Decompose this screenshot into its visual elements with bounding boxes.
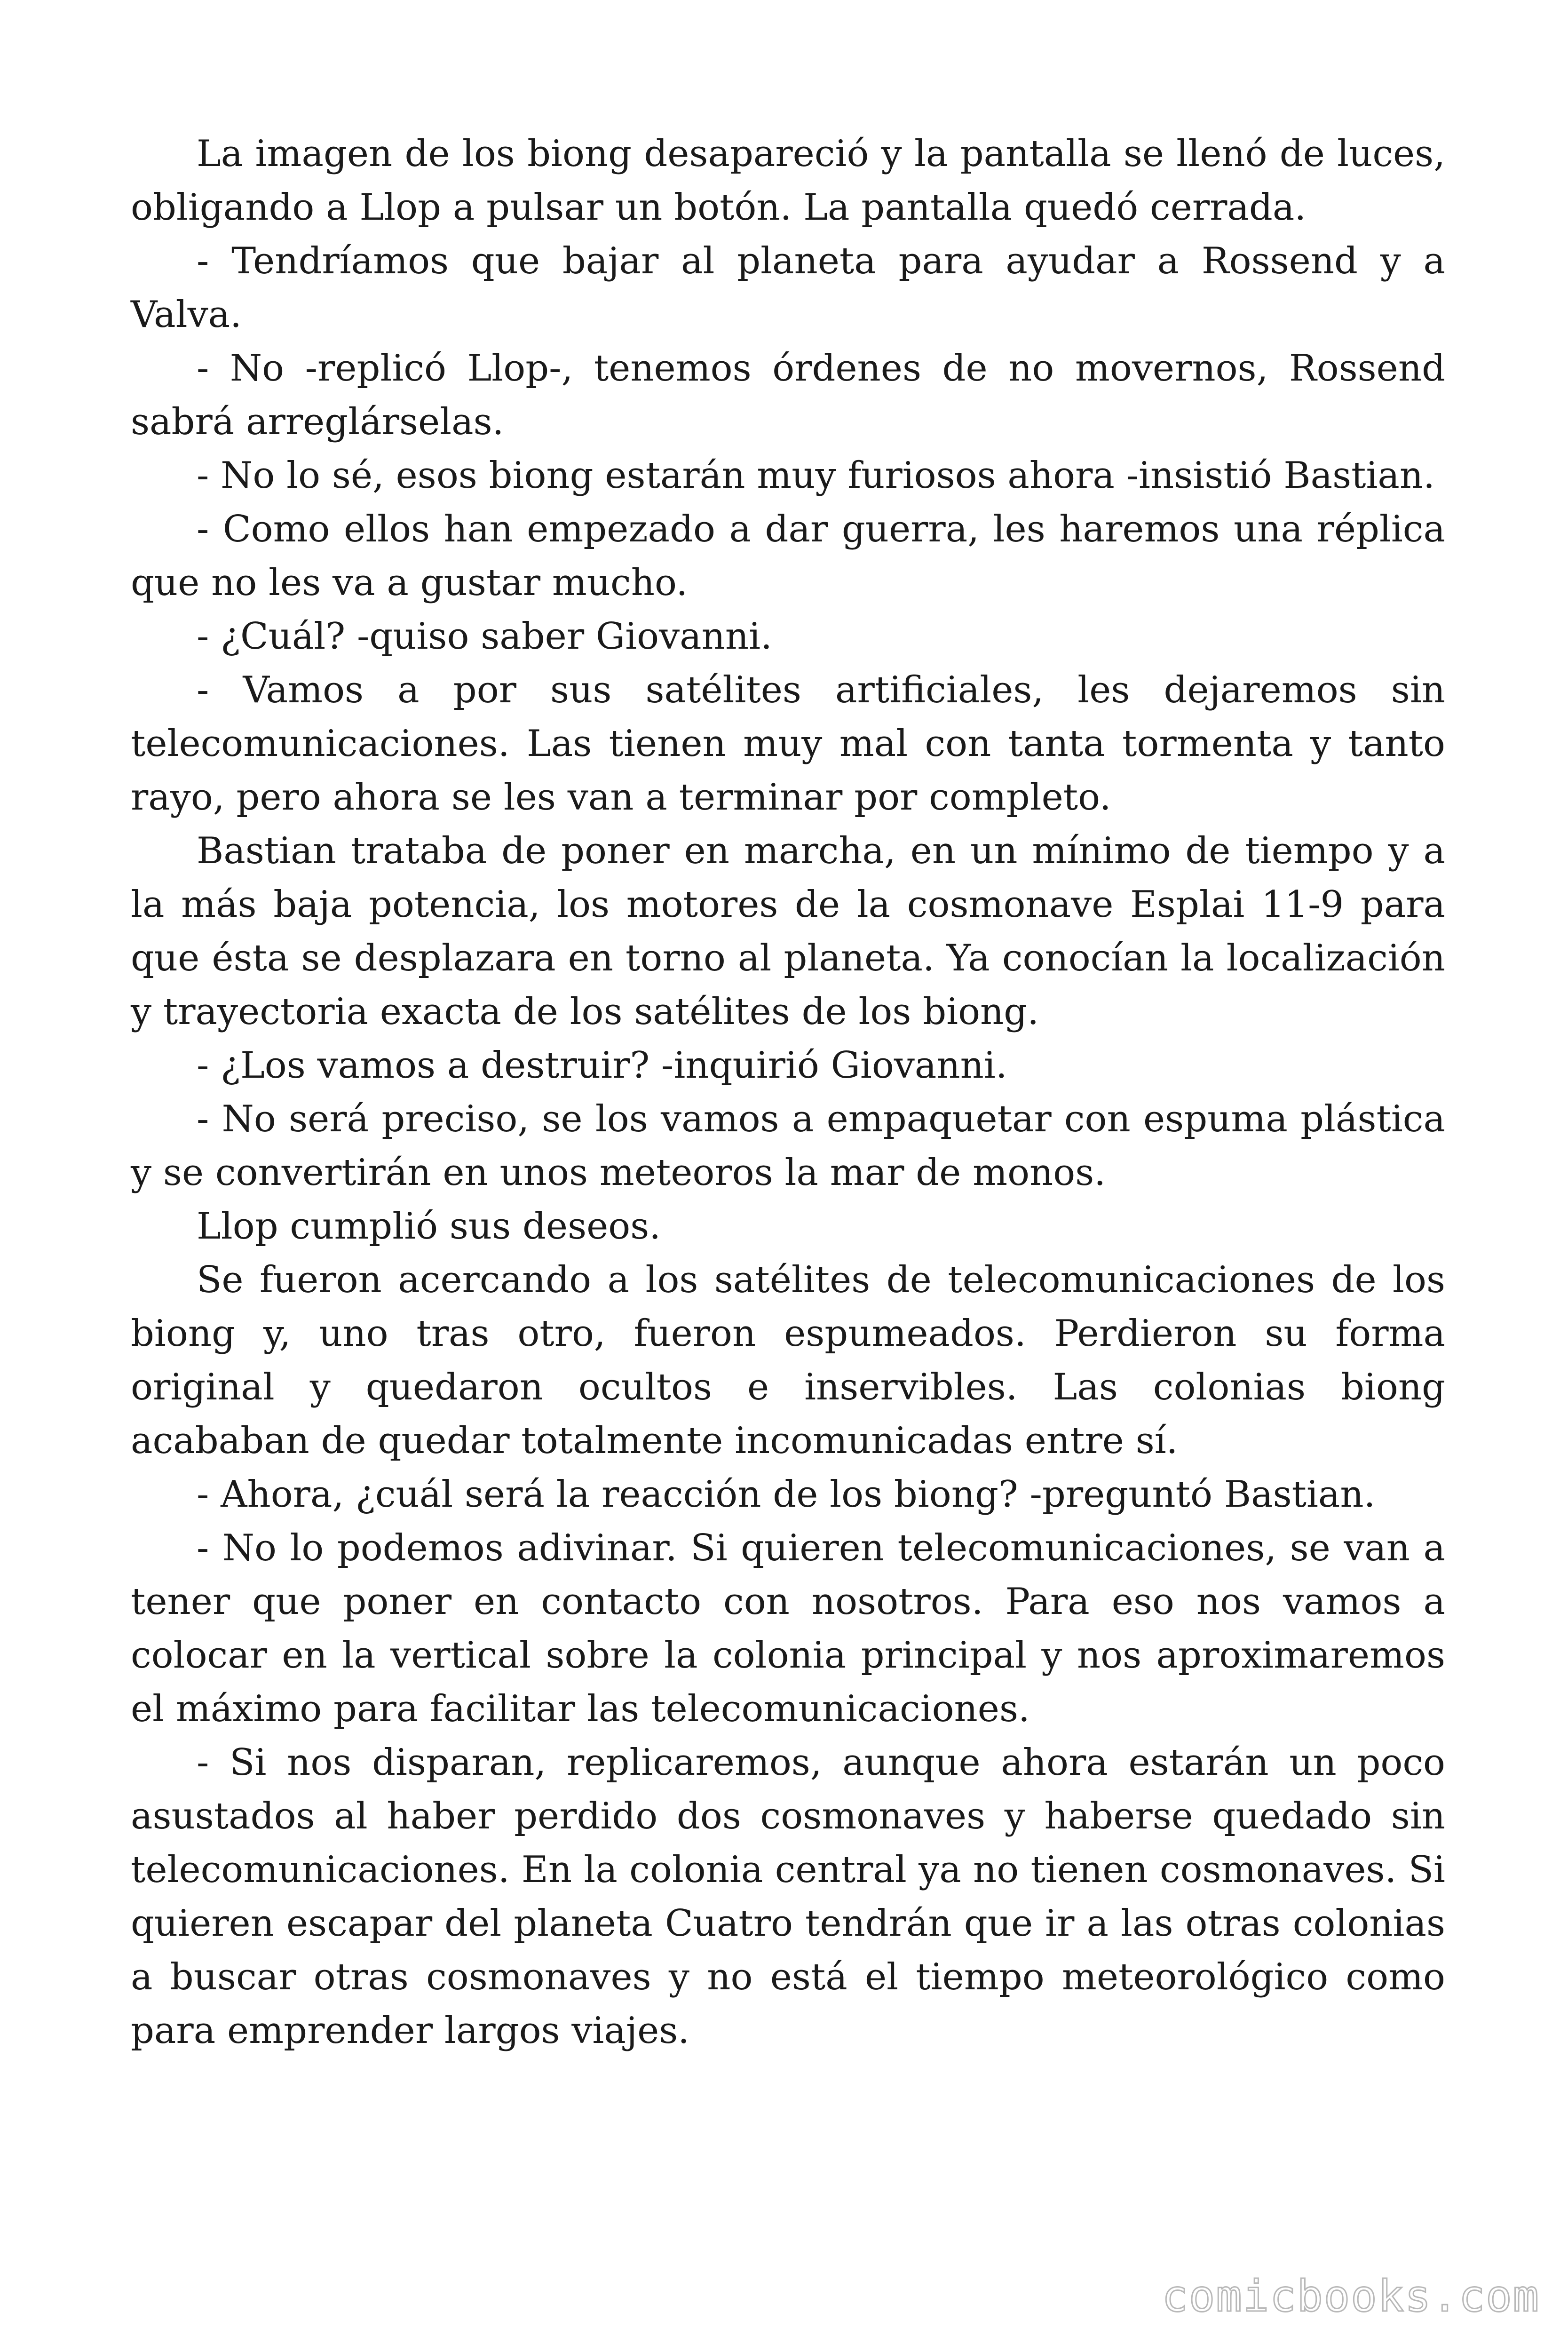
paragraph: - No lo podemos adivinar. Si quieren telecomunicaciones, se van a tener que poner en contacto con nosotros. Para eso nos vamos a colocar en la vertical sobre la colonia principal y nos aproximaremos el máximo para facilitar las telecomunicaciones. [131, 1527, 1445, 1730]
paragraph: - Tendríamos que bajar al planeta para ayudar a Rossend y a Valva. [131, 240, 1445, 336]
paragraph: - ¿Los vamos a destruir? -inquirió Giovanni. [197, 1044, 1007, 1087]
paragraph: - Ahora, ¿cuál será la reacción de los biong? -preguntó Bastian. [197, 1473, 1376, 1516]
paragraph: Llop cumplió sus deseos. [197, 1205, 661, 1248]
page-body [131, 127, 1445, 2058]
site-watermark: comicbooks.com [1162, 2271, 1540, 2321]
paragraph: - No será preciso, se los vamos a empaquetar con espuma plástica y se convertirán en unos meteoros la mar de monos. [131, 1098, 1445, 1194]
paragraph: - Como ellos han empezado a dar guerra, les haremos una réplica que no les va a gustar mucho. [131, 508, 1445, 604]
paragraph: - No -replicó Llop-, tenemos órdenes de no movernos, Rossend sabrá arreglárselas. [131, 347, 1445, 443]
paragraph: - Si nos disparan, replicaremos, aunque ahora estarán un poco asustados al haber perdido dos cosmonaves y haberse quedado sin telecomunicaciones. En la colonia central ya no tienen cosmonaves. Si quieren escapar del planeta Cuatro tendrán que ir a las otras colonias a buscar otras cosmonaves y no está el tiempo meteorológico como para emprender largos viajes. [131, 1741, 1445, 2052]
paragraph: - Vamos a por sus satélites artificiales, les dejaremos sin telecomunicaciones. Las tienen muy mal con tanta tormenta y tanto rayo, pero ahora se les van a terminar por completo. [131, 669, 1445, 818]
paragraph: - ¿Cuál? -quiso saber Giovanni. [197, 615, 772, 658]
paragraph: - No lo sé, esos biong estarán muy furiosos ahora -insistió Bastian. [197, 454, 1435, 497]
paragraph: Se fueron acercando a los satélites de telecomunicaciones de los biong y, uno tras otro, fueron espumeados. Perdieron su forma original y quedaron ocultos e inservibles. Las colonias biong acababan de quedar totalmente incomunicadas entre sí. [131, 1259, 1445, 1462]
paragraph: La imagen de los biong desapareció y la pantalla se llenó de luces, obligando a Llop a pulsar un botón. La pantalla quedó cerrada. [131, 133, 1445, 229]
paragraph: Bastian trataba de poner en marcha, en un mínimo de tiempo y a la más baja potencia, los motores de la cosmonave Esplai 11-9 para que ésta se desplazara en torno al planeta. Ya conocían la localización y trayectoria exacta de los satélites de los biong. [131, 830, 1445, 1033]
